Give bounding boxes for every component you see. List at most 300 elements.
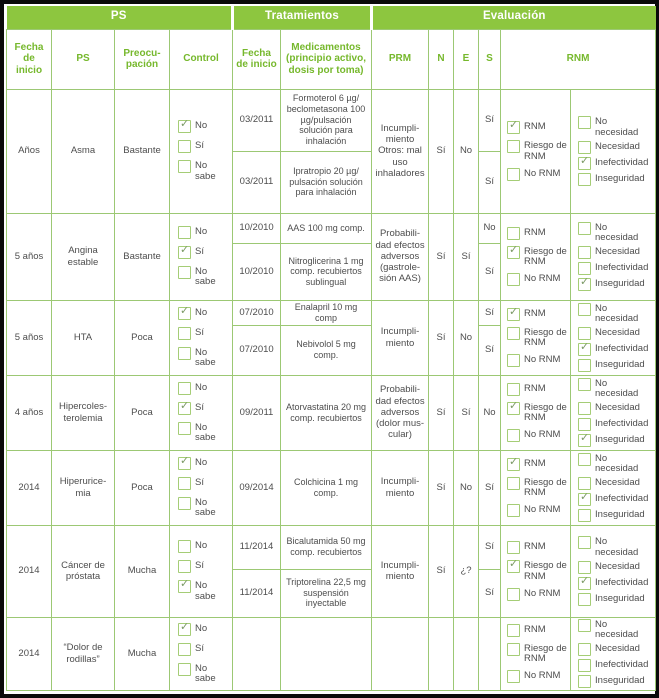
checkbox-label: Inefectividad [595, 576, 649, 588]
checkbox-option[interactable] [178, 402, 230, 415]
checkbox-option[interactable] [578, 536, 653, 558]
checked-checkbox-icon[interactable] [507, 246, 520, 259]
medication-cell [281, 617, 372, 690]
col-header-prm: PRM [372, 29, 429, 89]
checked-checkbox-icon[interactable] [178, 307, 191, 320]
checkbox-option[interactable] [578, 643, 653, 656]
ps-onset-cell: 2014 [7, 617, 52, 690]
checkbox-label: Inseguridad [595, 359, 645, 371]
checkbox-option[interactable] [178, 497, 230, 519]
control-cell [170, 213, 233, 300]
control-cell [170, 450, 233, 525]
checkbox-label: No necesidad [595, 116, 639, 138]
table-row [7, 450, 656, 525]
unchecked-checkbox-icon[interactable] [507, 227, 520, 240]
col-header-ps: PS [52, 29, 115, 89]
unchecked-checkbox-icon[interactable] [507, 541, 520, 554]
control-cell [170, 375, 233, 450]
unchecked-checkbox-icon[interactable] [507, 477, 520, 490]
checkbox-label: Necesidad [595, 402, 640, 414]
treatment-date-cell: 10/2010 [233, 243, 281, 300]
unchecked-checkbox-icon[interactable] [578, 536, 591, 549]
checkbox-label: No RNM [524, 670, 561, 682]
ps-onset-cell: 5 años [7, 213, 52, 300]
unchecked-checkbox-icon[interactable] [178, 327, 191, 340]
unchecked-checkbox-icon[interactable] [578, 453, 591, 466]
medication-cell: Triptorelina 22,5 mg suspensión inyectable [281, 569, 372, 617]
checkbox-label: No [195, 381, 208, 393]
checkbox-label: No RNM [524, 504, 561, 516]
group-header-row [7, 6, 656, 29]
checkbox-option[interactable] [578, 659, 653, 672]
s-cell: Sí [479, 243, 501, 300]
unchecked-checkbox-icon[interactable] [578, 561, 591, 574]
checkbox-label: Sí [195, 401, 204, 413]
checkbox-option[interactable] [178, 623, 230, 636]
unchecked-checkbox-icon[interactable] [578, 477, 591, 490]
checked-checkbox-icon[interactable] [507, 402, 520, 415]
prm-cell: Incumplimiento [372, 525, 429, 617]
checkbox-label: Inefectividad [595, 659, 649, 671]
unchecked-checkbox-icon[interactable] [578, 116, 591, 129]
s-cell: Sí [479, 525, 501, 569]
checkbox-label: No sabe [195, 662, 216, 684]
checkbox-label: No sabe [195, 421, 216, 443]
unchecked-checkbox-icon[interactable] [178, 382, 191, 395]
checkbox-option[interactable] [507, 670, 568, 683]
checkbox-option[interactable] [578, 577, 653, 590]
checkbox-label: No [195, 456, 208, 468]
checkbox-label: Riesgo de RNM [524, 642, 567, 664]
checkbox-option[interactable] [578, 493, 653, 506]
checkbox-option[interactable] [578, 619, 653, 641]
prm-cell: Incumplimiento [372, 300, 429, 375]
unchecked-checkbox-icon[interactable] [507, 504, 520, 517]
checkbox-label: No sabe [195, 265, 216, 287]
checkbox-option[interactable] [578, 278, 653, 291]
checkbox-label: Necesidad [595, 246, 640, 258]
checkbox-option[interactable] [507, 643, 568, 665]
medication-cell: Nebivolol 5 mg comp. [281, 325, 372, 375]
checkbox-label: Sí [195, 476, 204, 488]
rnm-status-cell [501, 300, 571, 375]
ps-cell: Hiperuricemia [52, 450, 115, 525]
rnm-status-cell [501, 525, 571, 617]
rnm-type-cell [571, 617, 656, 690]
ps-onset-cell: 5 años [7, 300, 52, 375]
unchecked-checkbox-icon[interactable] [578, 593, 591, 606]
unchecked-checkbox-icon[interactable] [578, 402, 591, 415]
checkbox-label: Inseguridad [595, 278, 645, 290]
rnm-type-cell [571, 213, 656, 300]
checkbox-option[interactable] [178, 120, 230, 133]
checkbox-label: Necesidad [595, 560, 640, 572]
n-cell [429, 617, 454, 690]
checkbox-option[interactable] [578, 378, 653, 400]
treatment-date-cell: 11/2014 [233, 569, 281, 617]
checkbox-option[interactable] [507, 541, 568, 554]
table-row [7, 525, 656, 569]
rnm-status-cell [501, 617, 571, 690]
concern-cell: Mucha [115, 617, 170, 690]
checkbox-option[interactable] [507, 354, 568, 367]
s-cell: No [479, 213, 501, 243]
rnm-type-cell [571, 450, 656, 525]
unchecked-checkbox-icon[interactable] [507, 670, 520, 683]
unchecked-checkbox-icon[interactable] [578, 619, 591, 632]
checkbox-option[interactable] [507, 168, 568, 181]
col-header-rnm: RNM [501, 29, 656, 89]
unchecked-checkbox-icon[interactable] [178, 226, 191, 239]
checkbox-option[interactable] [507, 327, 568, 349]
checkbox-label: No [195, 120, 208, 132]
checkbox-option[interactable] [578, 418, 653, 431]
s-cell [479, 617, 501, 690]
checkbox-option[interactable] [178, 266, 230, 288]
checkbox-label: No necesidad [595, 221, 639, 243]
checkbox-label: Sí [195, 326, 204, 338]
checkbox-option[interactable] [178, 246, 230, 259]
unchecked-checkbox-icon[interactable] [578, 262, 591, 275]
unchecked-checkbox-icon[interactable] [178, 160, 191, 173]
checkbox-option[interactable] [507, 477, 568, 499]
rnm-type-cell [571, 375, 656, 450]
unchecked-checkbox-icon[interactable] [578, 659, 591, 672]
unchecked-checkbox-icon[interactable] [178, 540, 191, 553]
unchecked-checkbox-icon[interactable] [578, 675, 591, 688]
checkbox-label: No RNM [524, 273, 561, 285]
n-cell: Sí [429, 525, 454, 617]
unchecked-checkbox-icon[interactable] [178, 663, 191, 676]
checkbox-option[interactable] [578, 343, 653, 356]
unchecked-checkbox-icon[interactable] [578, 378, 591, 391]
concern-cell: Poca [115, 300, 170, 375]
checkbox-label: No necesidad [595, 452, 639, 474]
unchecked-checkbox-icon[interactable] [178, 347, 191, 360]
n-cell: Sí [429, 450, 454, 525]
unchecked-checkbox-icon[interactable] [578, 141, 591, 154]
unchecked-checkbox-icon[interactable] [178, 477, 191, 490]
checkbox-option[interactable] [578, 477, 653, 490]
checked-checkbox-icon[interactable] [178, 246, 191, 259]
prm-cell: Probabilidad efectos adversos (gastrolesión AAS) [372, 213, 429, 300]
control-cell [170, 300, 233, 375]
table-row [7, 213, 656, 243]
e-cell: Sí [454, 375, 479, 450]
checked-checkbox-icon[interactable] [578, 577, 591, 590]
unchecked-checkbox-icon[interactable] [578, 359, 591, 372]
e-cell: No [454, 89, 479, 213]
rnm-type-cell [571, 525, 656, 617]
n-cell: Sí [429, 300, 454, 375]
checkbox-label: Riesgo de RNM [524, 560, 567, 582]
unchecked-checkbox-icon[interactable] [178, 497, 191, 510]
checked-checkbox-icon[interactable] [178, 580, 191, 593]
unchecked-checkbox-icon[interactable] [507, 383, 520, 396]
ps-cell: “Dolor de rodillas” [52, 617, 115, 690]
checkbox-label: Inefectividad [595, 343, 649, 355]
unchecked-checkbox-icon[interactable] [178, 643, 191, 656]
checkbox-label: No RNM [524, 354, 561, 366]
checkbox-label: No [195, 225, 208, 237]
checkbox-label: No [195, 306, 208, 318]
ps-cell: HTA [52, 300, 115, 375]
unchecked-checkbox-icon[interactable] [507, 429, 520, 442]
medication-cell: AAS 100 mg comp. [281, 213, 372, 243]
s-cell: Sí [479, 300, 501, 325]
col-header-e: E [454, 29, 479, 89]
unchecked-checkbox-icon[interactable] [178, 422, 191, 435]
s-cell: Sí [479, 151, 501, 213]
unchecked-checkbox-icon[interactable] [178, 560, 191, 573]
col-header-s: S [479, 29, 501, 89]
checkbox-label: Inseguridad [595, 172, 645, 184]
checkbox-option[interactable] [507, 504, 568, 517]
checkbox-option[interactable] [507, 624, 568, 637]
rnm-status-cell [501, 89, 571, 213]
checkbox-label: RNM [524, 307, 546, 319]
checkbox-option[interactable] [578, 675, 653, 688]
s-cell: Sí [479, 450, 501, 525]
checkbox-option[interactable] [578, 434, 653, 447]
checkbox-option[interactable] [178, 643, 230, 656]
checkbox-option[interactable] [178, 226, 230, 239]
checkbox-option[interactable] [178, 382, 230, 395]
checkbox-option[interactable] [178, 540, 230, 553]
treatment-date-cell: 11/2014 [233, 525, 281, 569]
checkbox-option[interactable] [578, 303, 653, 325]
checked-checkbox-icon[interactable] [178, 120, 191, 133]
group-header-evaluacion: Evaluación [372, 6, 656, 29]
rnm-status-cell [501, 450, 571, 525]
checkbox-option[interactable] [178, 457, 230, 470]
control-cell [170, 89, 233, 213]
checkbox-option[interactable] [507, 121, 568, 134]
col-header-n: N [429, 29, 454, 89]
checkbox-label: No sabe [195, 580, 216, 602]
checked-checkbox-icon[interactable] [578, 278, 591, 291]
unchecked-checkbox-icon[interactable] [178, 140, 191, 153]
checked-checkbox-icon[interactable] [507, 458, 520, 471]
prm-cell: Incumplimiento Otros: mal uso inhaladores [372, 89, 429, 213]
concern-cell: Poca [115, 450, 170, 525]
unchecked-checkbox-icon[interactable] [507, 273, 520, 286]
checked-checkbox-icon[interactable] [178, 623, 191, 636]
checkbox-label: Inefectividad [595, 493, 649, 505]
ps-onset-cell: Años [7, 89, 52, 213]
concern-cell: Mucha [115, 525, 170, 617]
checkbox-option[interactable] [178, 422, 230, 444]
checkbox-label: Sí [195, 642, 204, 654]
checkbox-label: No RNM [524, 587, 561, 599]
table-row [7, 617, 656, 690]
unchecked-checkbox-icon[interactable] [507, 588, 520, 601]
medication-cell: Ipratropio 20 µg/ pulsación solución para inhalación [281, 151, 372, 213]
checkbox-label: Inseguridad [595, 675, 645, 687]
checked-checkbox-icon[interactable] [507, 121, 520, 134]
checkbox-label: No RNM [524, 429, 561, 441]
column-header-row [7, 29, 656, 89]
checkbox-option[interactable] [578, 593, 653, 606]
checkbox-option[interactable] [178, 477, 230, 490]
checkbox-option[interactable] [507, 429, 568, 442]
checkbox-option[interactable] [507, 383, 568, 396]
checkbox-label: RNM [524, 457, 546, 469]
checked-checkbox-icon[interactable] [507, 308, 520, 321]
unchecked-checkbox-icon[interactable] [178, 266, 191, 279]
checkbox-option[interactable] [507, 273, 568, 286]
checkbox-label: Inefectividad [595, 262, 649, 274]
checkbox-option[interactable] [507, 560, 568, 582]
checkbox-label: Riesgo de RNM [524, 326, 567, 348]
checked-checkbox-icon[interactable] [578, 493, 591, 506]
unchecked-checkbox-icon[interactable] [507, 643, 520, 656]
checkbox-label: Sí [195, 560, 204, 572]
checkbox-option[interactable] [178, 663, 230, 685]
checked-checkbox-icon[interactable] [578, 434, 591, 447]
unchecked-checkbox-icon[interactable] [578, 643, 591, 656]
medication-cell: Formoterol 6 µg/ beclometasona 100 µg/pulsación solución para inhalación [281, 89, 372, 151]
checkbox-option[interactable] [178, 160, 230, 182]
checkbox-label: Necesidad [595, 327, 640, 339]
checkbox-option[interactable] [178, 140, 230, 153]
checkbox-label: Sí [195, 245, 204, 257]
treatment-date-cell [233, 617, 281, 690]
unchecked-checkbox-icon[interactable] [578, 418, 591, 431]
checkbox-option[interactable] [507, 140, 568, 162]
unchecked-checkbox-icon[interactable] [578, 173, 591, 186]
checkbox-option[interactable] [578, 173, 653, 186]
checkbox-option[interactable] [578, 509, 653, 522]
checkbox-option[interactable] [178, 580, 230, 602]
n-cell: Sí [429, 89, 454, 213]
unchecked-checkbox-icon[interactable] [507, 354, 520, 367]
checkbox-option[interactable] [578, 141, 653, 154]
prm-cell: Incumplimiento [372, 450, 429, 525]
unchecked-checkbox-icon[interactable] [507, 168, 520, 181]
group-header-ps: PS [7, 6, 233, 29]
s-cell: Sí [479, 325, 501, 375]
unchecked-checkbox-icon[interactable] [578, 327, 591, 340]
group-header-tratamientos: Tratamientos [233, 6, 372, 29]
checkbox-option[interactable] [507, 402, 568, 424]
col-header-control: Control [170, 29, 233, 89]
patient-medication-table [6, 6, 656, 691]
unchecked-checkbox-icon[interactable] [578, 509, 591, 522]
checkbox-option[interactable] [507, 588, 568, 601]
treatment-date-cell: 09/2014 [233, 450, 281, 525]
e-cell: Sí [454, 213, 479, 300]
checkbox-option[interactable] [178, 347, 230, 369]
concern-cell: Bastante [115, 213, 170, 300]
checkbox-label: Sí [195, 140, 204, 152]
checkbox-label: Riesgo de RNM [524, 245, 567, 267]
checkbox-option[interactable] [507, 458, 568, 471]
checkbox-label: No necesidad [595, 618, 639, 640]
checkbox-label: No [195, 540, 208, 552]
col-header-medicamentos: Medicamentos (principio activo, dosis por toma) [281, 29, 372, 89]
unchecked-checkbox-icon[interactable] [507, 624, 520, 637]
e-cell: No [454, 450, 479, 525]
checkbox-option[interactable] [578, 262, 653, 275]
unchecked-checkbox-icon[interactable] [507, 327, 520, 340]
checkbox-option[interactable] [578, 402, 653, 415]
checkbox-label: RNM [524, 382, 546, 394]
medication-cell: Colchicina 1 mg comp. [281, 450, 372, 525]
ps-cell: Angina estable [52, 213, 115, 300]
checkbox-label: Necesidad [595, 477, 640, 489]
checkbox-label: No sabe [195, 346, 216, 368]
checkbox-option[interactable] [507, 246, 568, 268]
checkbox-option[interactable] [507, 227, 568, 240]
e-cell: ¿? [454, 525, 479, 617]
checkbox-option[interactable] [178, 327, 230, 340]
e-cell: No [454, 300, 479, 375]
checkbox-option[interactable] [507, 308, 568, 321]
checkbox-label: No necesidad [595, 377, 639, 399]
checked-checkbox-icon[interactable] [578, 157, 591, 170]
checkbox-label: Necesidad [595, 140, 640, 152]
prm-cell [372, 617, 429, 690]
checkbox-label: No [195, 622, 208, 634]
table-row [7, 375, 656, 450]
checked-checkbox-icon[interactable] [178, 402, 191, 415]
checkbox-option[interactable] [578, 116, 653, 138]
checkbox-label: Riesgo de RNM [524, 401, 567, 423]
checkbox-option[interactable] [578, 157, 653, 170]
checkbox-option[interactable] [578, 561, 653, 574]
table-row [7, 89, 656, 151]
ps-cell: Cáncer de próstata [52, 525, 115, 617]
checked-checkbox-icon[interactable] [178, 457, 191, 470]
ps-onset-cell: 2014 [7, 525, 52, 617]
checkbox-option[interactable] [578, 246, 653, 259]
unchecked-checkbox-icon[interactable] [578, 246, 591, 259]
checkbox-option[interactable] [578, 327, 653, 340]
checkbox-label: No sabe [195, 496, 216, 518]
rnm-status-cell [501, 375, 571, 450]
checkbox-option[interactable] [178, 307, 230, 320]
checkbox-label: Riesgo de RNM [524, 476, 567, 498]
checkbox-label: No RNM [524, 167, 561, 179]
s-cell: No [479, 375, 501, 450]
checkbox-option[interactable] [578, 222, 653, 244]
treatment-date-cell: 10/2010 [233, 213, 281, 243]
medication-cell: Enalapril 10 mg comp [281, 300, 372, 325]
ps-onset-cell: 4 años [7, 375, 52, 450]
unchecked-checkbox-icon[interactable] [578, 303, 591, 316]
e-cell [454, 617, 479, 690]
checkbox-option[interactable] [178, 560, 230, 573]
checkbox-label: Inefectividad [595, 418, 649, 430]
unchecked-checkbox-icon[interactable] [578, 222, 591, 235]
treatment-date-cell: 03/2011 [233, 151, 281, 213]
checkbox-label: Inefectividad [595, 156, 649, 168]
checkbox-option[interactable] [578, 359, 653, 372]
checkbox-label: Inseguridad [595, 434, 645, 446]
checkbox-option[interactable] [578, 453, 653, 475]
checked-checkbox-icon[interactable] [578, 343, 591, 356]
control-cell [170, 617, 233, 690]
checkbox-label: RNM [524, 121, 546, 133]
ps-cell: Asma [52, 89, 115, 213]
checkbox-label: Necesidad [595, 643, 640, 655]
unchecked-checkbox-icon[interactable] [507, 140, 520, 153]
treatment-date-cell: 07/2010 [233, 300, 281, 325]
n-cell: Sí [429, 375, 454, 450]
checked-checkbox-icon[interactable] [507, 560, 520, 573]
col-header-fecha-inicio-ps: Fecha de inicio [7, 29, 52, 89]
